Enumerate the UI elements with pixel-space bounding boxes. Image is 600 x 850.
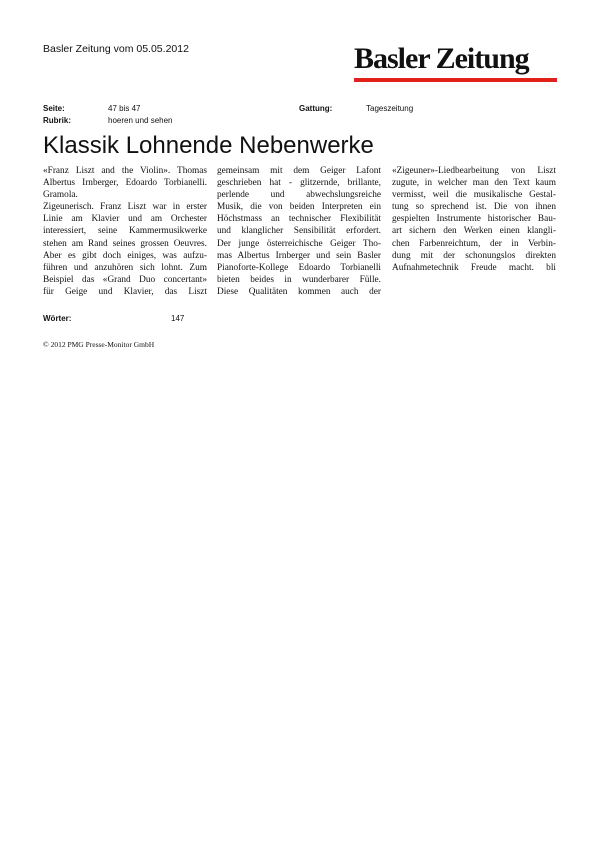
text-line: «Zigeuner»-Liedbearbeitung von Liszt <box>392 166 556 176</box>
text-line: Musik, die von beiden Interpreten ein <box>217 202 381 213</box>
source-line: Basler Zeitung vom 05.05.2012 <box>43 43 189 55</box>
text-line: und klanglicher Sensibilität erfordert. <box>217 226 381 237</box>
text-line: interessiert, seine Kammermusikwerke <box>43 226 207 237</box>
text-line: Höchstmass an technischer Flexibilität <box>217 214 381 225</box>
word-count-value: 147 <box>171 314 185 323</box>
text-line: stehen am Rand seines grossen Oeuvres. <box>43 238 207 249</box>
article-column-2 <box>217 165 381 298</box>
article-headline: Klassik Lohnende Nebenwerke <box>43 132 374 159</box>
rubrik-label: Rubrik: <box>43 116 71 125</box>
text-line: dung mit der schonungslos direkten <box>392 250 556 261</box>
rubrik-value: hoeren und sehen <box>108 116 173 125</box>
newspaper-logo <box>354 44 557 82</box>
text-line: führen und anzuhören sich lohnt. Zum <box>43 262 207 273</box>
text-line: Albertus Irnberger, Edoardo Torbianelli. <box>43 178 207 189</box>
text-line: Aber es gibt doch einiges, was aufzu- <box>43 250 207 261</box>
text-line: mas Albertus Irnberger und sein Basler <box>217 250 381 261</box>
text-line: für Geige und Klavier, das Liszt <box>43 286 207 297</box>
text-line: art sichern den Werken einen klangli- <box>392 226 556 237</box>
text-line: Diese Qualitäten kommen auch der <box>217 286 381 297</box>
article-metadata <box>43 103 557 127</box>
text-line: gespielten Instrumente historischer Bau- <box>392 214 556 225</box>
gattung-label: Gattung: <box>299 104 333 113</box>
text-line: Aufnahmetechnik Freude macht. bli <box>392 262 556 273</box>
text-line: Linie am Klavier und am Orchester <box>43 214 207 225</box>
text-line: Beispiel das «Grand Duo concertant» <box>43 274 207 285</box>
text-line: Zigeunerisch. Franz Liszt war in erster <box>43 202 207 213</box>
text-line: vermisst, weil die musikalische Gestal- <box>392 190 556 201</box>
logo-red-bar <box>354 78 557 82</box>
copyright-notice: © 2012 PMG Presse-Monitor GmbH <box>43 340 155 349</box>
article-column-3 <box>392 165 556 274</box>
text-line: zugute, in welcher man den Text kaum <box>392 178 556 189</box>
gattung-value: Tageszeitung <box>366 104 414 113</box>
text-line: Pianoforte-Kollege Edoardo Torbianelli <box>217 262 381 273</box>
seite-label: Seite: <box>43 104 65 113</box>
text-line: perlende und abwechslungsreiche <box>217 190 381 201</box>
seite-value: 47 bis 47 <box>108 104 141 113</box>
text-line: tung so sprechend ist. Die von ihnen <box>392 202 556 213</box>
meta-row-rubrik <box>43 115 557 127</box>
text-line: Der junge österreichische Geiger Tho- <box>217 238 381 249</box>
text-line: chen Farbenreichtum, der in Verbin- <box>392 238 556 249</box>
article-column-1 <box>43 165 207 298</box>
text-line: bieten beides in wunderbarer Fülle. <box>217 274 381 285</box>
text-line: Gramola. <box>43 190 78 201</box>
meta-row-seite <box>43 103 557 115</box>
text-line: geschrieben hat - glitzernde, brillante, <box>217 178 381 189</box>
word-count-label: Wörter: <box>43 314 72 323</box>
text-line: gemeinsam mit dem Geiger Lafont <box>217 166 381 176</box>
text-line: «Franz Liszt and the Violin». Thomas <box>43 166 207 176</box>
logo-text: Basler Zeitung <box>354 42 529 75</box>
